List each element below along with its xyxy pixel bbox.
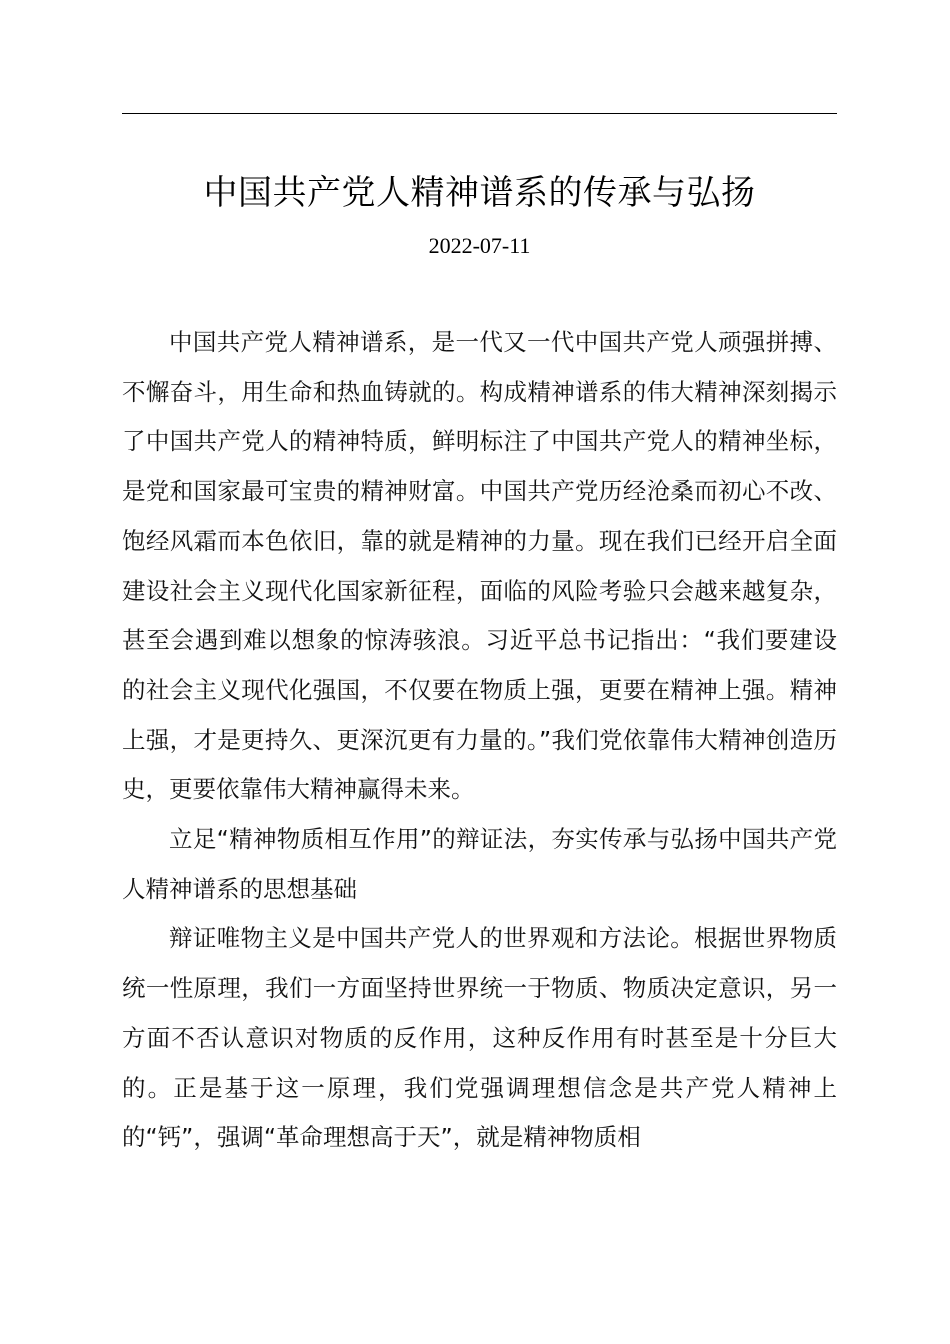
header-rule	[122, 113, 837, 114]
paragraph-dialectics: 辩证唯物主义是中国共产党人的世界观和方法论。根据世界物质统一性原理，我们一方面坚持世界统一于物质、物质决定意识，另一方面不否认意识对物质的反作用，这种反作用有时甚至是十分巨大的。正是基于这一原理，我们党强调理想信念是共产党人精神上的“钙”，强调“革命理想高于天”，就是精神物质相	[122, 924, 837, 1152]
document-date: 2022-07-11	[428, 233, 531, 258]
document-body	[122, 318, 837, 1163]
paragraph-intro: 中国共产党人精神谱系，是一代又一代中国共产党人顽强拼搏、不懈奋斗，用生命和热血铸就的。构成精神谱系的伟大精神深刻揭示了中国共产党人的精神特质，鲜明标注了中国共产党人的精神坐标，是党和国家最可宝贵的精神财富。中国共产党历经沧桑而初心不改、饱经风霜而本色依旧，靠的就是精神的力量。现在我们已经开启全面建设社会主义现代化国家新征程，面临的风险考验只会越来越复杂，甚至会遇到难以想象的惊涛骇浪。习近平总书记指出：“我们要建设的社会主义现代化强国，不仅要在物质上强，更要在精神上强。精神上强，才是更持久、更深沉更有力量的。”我们党依靠伟大精神创造历史，更要依靠伟大精神赢得未来。	[122, 328, 837, 804]
paragraph-section-heading: 立足“精神物质相互作用”的辩证法，夯实传承与弘扬中国共产党人精神谱系的思想基础	[122, 825, 837, 903]
document-title: 中国共产党人精神谱系的传承与弘扬	[203, 173, 756, 213]
